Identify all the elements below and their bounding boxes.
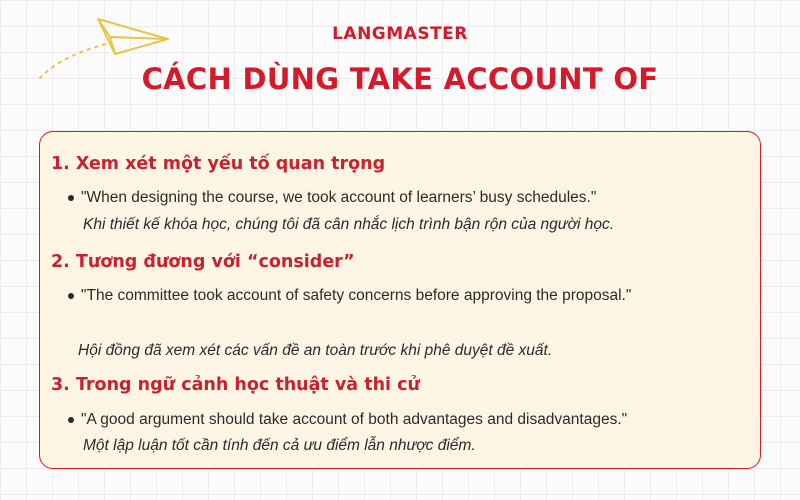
bullet-icon <box>68 417 74 423</box>
section-3-example: "A good argument should take account of both advantages and disadvantages." <box>81 411 628 428</box>
bullet-icon <box>68 195 74 201</box>
section-1-heading: 1. Xem xét một yếu tố quan trọng <box>51 154 386 174</box>
section-2-heading: 2. Tương đương với “consider” <box>51 252 355 272</box>
section-2-example: "The committee took account of safety concerns before approving the proposal." <box>81 287 632 304</box>
section-3-translation: Một lập luận tốt cần tính đến cả ưu điểm lẫn nhược điểm. <box>83 437 476 454</box>
section-3-heading: 3. Trong ngữ cảnh học thuật và thi cử <box>51 375 420 395</box>
content-card <box>39 131 761 469</box>
section-1-translation: Khi thiết kế khóa học, chúng tôi đã cân nhắc lịch trình bận rộn của người học. <box>83 216 615 233</box>
page-title: CÁCH DÙNG TAKE ACCOUNT OF <box>141 62 659 96</box>
section-2-translation: Hội đồng đã xem xét các vấn đề an toàn trước khi phê duyệt đề xuất. <box>78 342 553 359</box>
bullet-icon <box>68 293 74 299</box>
brand-logo: LANGMASTER <box>332 24 468 44</box>
section-1-example: "When designing the course, we took account of learners’ busy schedules." <box>81 189 597 206</box>
